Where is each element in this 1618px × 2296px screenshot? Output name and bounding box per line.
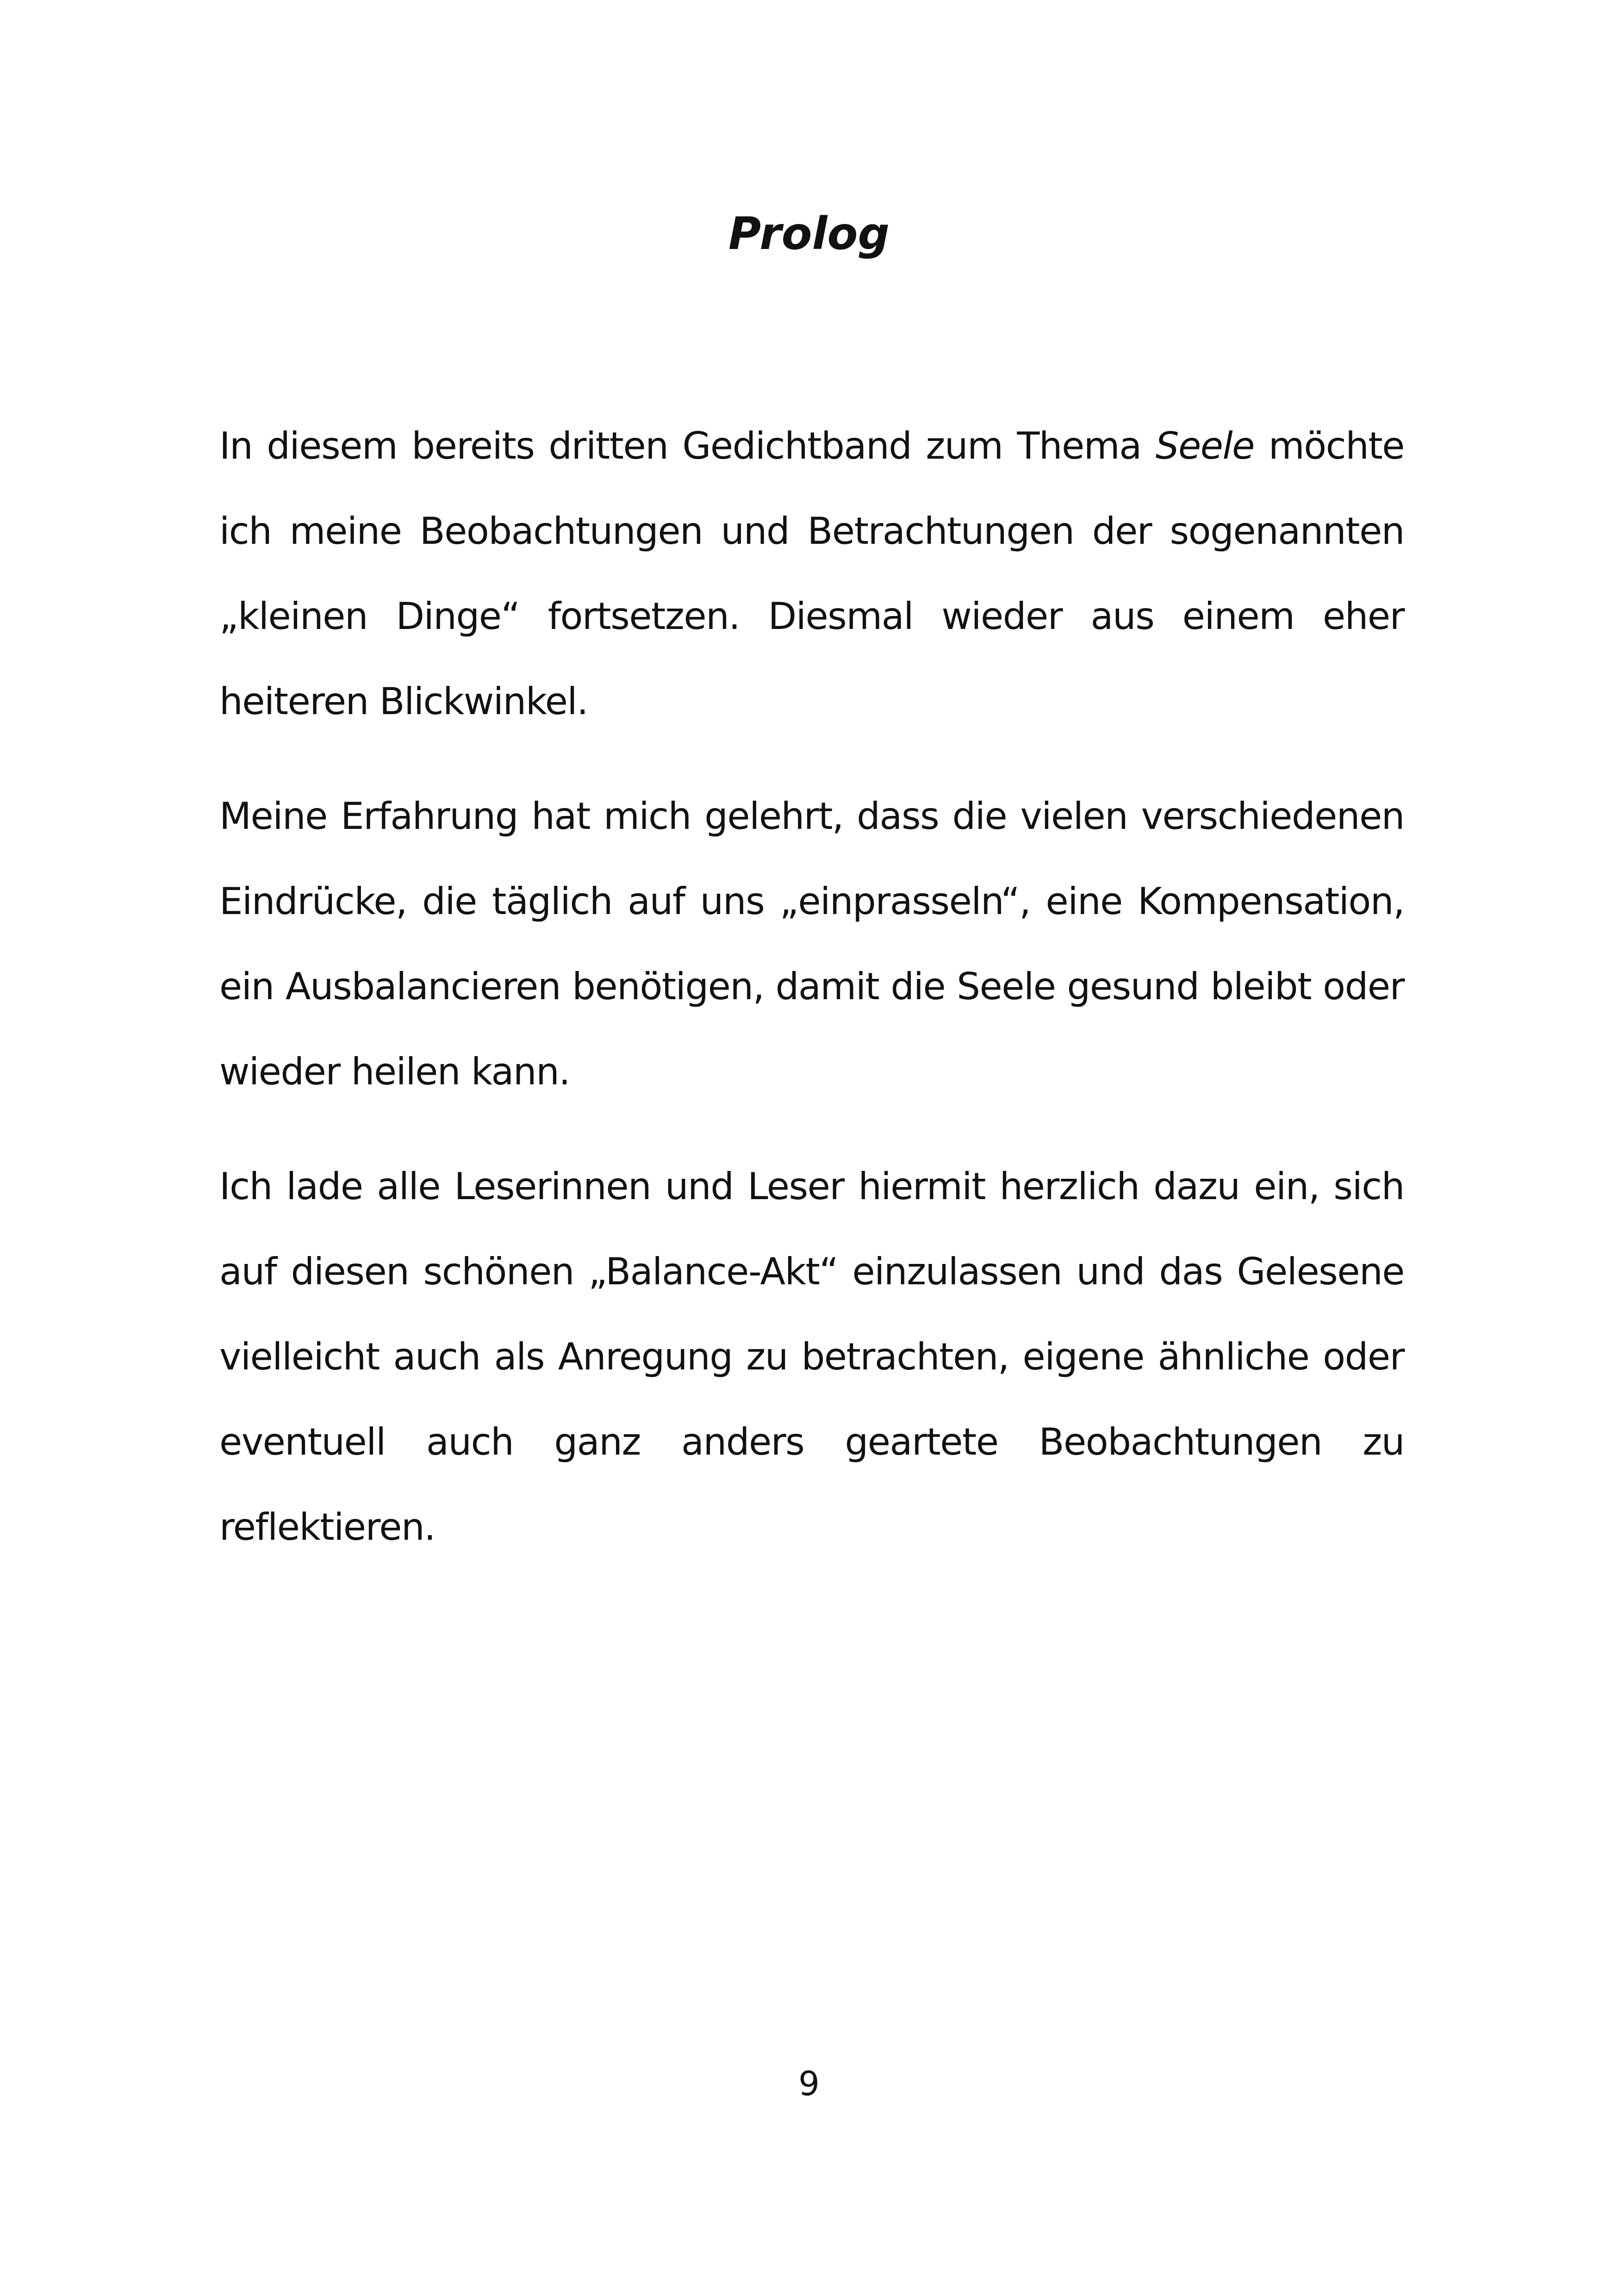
body-text [219, 404, 1404, 1599]
paragraph-3: Ich lade alle Leserinnen und Leser hiermit herzlich dazu ein, sich auf diesen schönen „Balance-Akt“ einzulassen und das Gelesene vielleicht auch als Anregung zu betrachten, eigene ähnliche oder eventuell auch ganz anders geartete Beobachtungen zu reflektieren. [219, 1165, 1404, 1549]
page-title: Prolog [728, 208, 890, 260]
emphasis-seele: Seele [1155, 424, 1254, 467]
paragraph-2: Meine Erfahrung hat mich gelehrt, dass die vielen verschiedenen Eindrücke, die täglich auf uns „einprasseln“, eine Kompensation, ein Ausbalancieren benötigen, damit die Seele gesund bleibt oder wieder heilen kann. [219, 795, 1404, 1093]
paragraph-1 [219, 404, 1404, 744]
paragraph-1-text-start: In diesem bereits dritten Gedichtband zum Thema [219, 424, 1156, 467]
paragraph-1-text-end: möchte ich meine Beobachtungen und Betrachtungen der sogenannten „kleinen Dinge“ fortsetzen. Diesmal wieder aus einem eher heiteren Blickwinkel. [219, 424, 1405, 723]
page-number: 9 [798, 2064, 820, 2103]
